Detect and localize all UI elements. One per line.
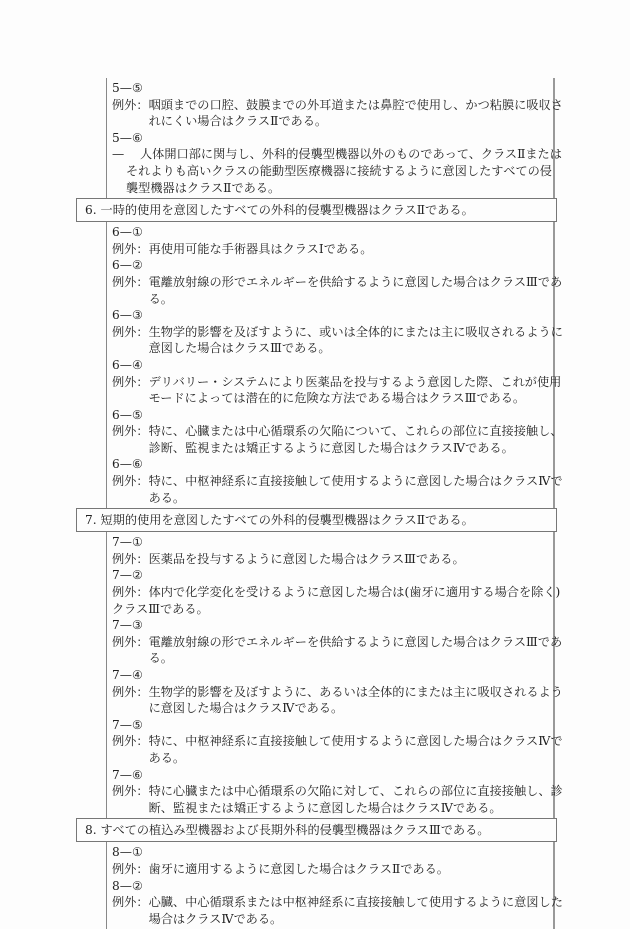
- exception-text-cont: 場合はクラスⅣである。: [148, 911, 283, 926]
- exception-label: 例外：: [112, 551, 149, 566]
- item-id: 6—⑤: [112, 407, 143, 422]
- exception-label: 例外：: [112, 734, 149, 749]
- item-id: 7—②: [112, 568, 143, 583]
- exception-item: [112, 584, 561, 601]
- exception-label: 例外：: [112, 861, 149, 876]
- item-id: 6—③: [112, 308, 143, 323]
- exception-text: 電離放射線の形でエネルギーを供給するように意図した場合はクラスⅢであ: [148, 634, 563, 649]
- section-7-heading: 7. 短期的使用を意図したすべての外科的侵襲型機器はクラスⅡである。: [76, 508, 557, 532]
- exception-text-cont: 断、監視または矯正するように意図した場合はクラスⅣである。: [148, 800, 502, 815]
- exception-text: 特に、心臓または中心循環系の欠陥について、これらの部位に直接接触し、: [148, 424, 563, 439]
- item-id: 7—⑤: [112, 717, 143, 732]
- document-page: [76, 78, 563, 929]
- rule-text-cont: 襲型機器はクラスⅡである。: [126, 180, 281, 195]
- exception-text: 電離放射線の形でエネルギーを供給するように意図した場合はクラスⅢであ: [148, 274, 563, 289]
- exception-label: 例外：: [112, 585, 149, 600]
- item-id: 6—②: [112, 258, 143, 273]
- exception-text-cont: ある。: [148, 490, 186, 505]
- exception-text: 生物学的影響を及ぼすように、あるいは全体的にまたは主に吸収されるよう: [148, 684, 563, 699]
- exception-text-cont: モードによっては潜在的に危険な方法である場合はクラスⅢである。: [148, 391, 526, 406]
- item-id: 6—①: [112, 225, 143, 240]
- item-id: 6—④: [112, 357, 143, 372]
- exception-text: 心臓、中心循環系または中枢神経系に直接接触して使用するように意図した: [148, 895, 563, 910]
- exception-item: [112, 894, 563, 927]
- item-id: 7—⑥: [112, 767, 143, 782]
- exception-item: [112, 241, 547, 258]
- exception-text-cont: 意図した場合はクラスⅢである。: [148, 341, 331, 356]
- exception-label: 例外：: [112, 324, 149, 339]
- exception-item: [112, 423, 563, 456]
- exception-item: [112, 473, 563, 506]
- exception-text: 医薬品を投与するように意図した場合はクラスⅢである。: [148, 551, 465, 566]
- exception-item: [112, 861, 547, 878]
- exception-text: デリバリー・システムにより医薬品を投与するよう意図した際、これが使用: [148, 374, 562, 389]
- exception-item: [112, 783, 563, 816]
- exception-item: [112, 684, 563, 717]
- exception-label: 例外：: [112, 424, 149, 439]
- item-id: 5—⑤: [112, 81, 143, 95]
- item-id: 6—⑥: [112, 457, 143, 472]
- item-id: 7—①: [112, 535, 143, 550]
- exception-label: 例外：: [112, 634, 149, 649]
- rule-item: [112, 146, 562, 163]
- exception-text-cont: ある。: [148, 750, 186, 765]
- exception-text: 咽頭までの口腔、鼓膜までの外耳道または鼻腔で使用し、かつ粘膜に吸収さ: [148, 97, 563, 112]
- section-8-exceptions: [106, 842, 563, 929]
- exception-item: [112, 324, 563, 357]
- exception-text: 特に心臓または中心循環系の欠陥に対して、これらの部位に直接接触し、診: [148, 784, 563, 799]
- exception-item: [112, 634, 563, 667]
- rule-text-cont: それよりも高いクラスの能動型医療機器に接続するように意図したすべての侵: [126, 163, 552, 178]
- item-id: 5—⑥: [112, 130, 143, 145]
- exception-label: 例外：: [112, 97, 149, 112]
- exception-item: [112, 374, 562, 407]
- exception-text: 特に、中枢神経系に直接接触して使用するように意図した場合はクラスⅣで: [148, 474, 563, 489]
- section-6-heading: 6. 一時的使用を意図したすべての外科的侵襲型機器はクラスⅡである。: [76, 198, 557, 222]
- section-5-exceptions: [106, 78, 563, 198]
- exception-label: 例外：: [112, 241, 149, 256]
- exception-item: [112, 733, 563, 766]
- item-id: 8—①: [112, 845, 143, 860]
- exception-label: 例外：: [112, 274, 149, 289]
- exception-text-cont: れにくい場合はクラスⅡである。: [148, 114, 328, 129]
- exception-text-cont: クラスⅢである。: [112, 601, 209, 616]
- section-8-heading: 8. すべての植込み型機器および長期外科的侵襲型機器はクラスⅢである。: [76, 818, 557, 842]
- item-id: 7—④: [112, 668, 143, 682]
- section-7-exceptions: [106, 532, 563, 818]
- exception-text-cont: 診断、監視または矯正するように意図した場合はクラスⅣである。: [148, 440, 514, 455]
- exception-label: 例外：: [112, 784, 149, 799]
- exception-label: 例外：: [112, 374, 149, 389]
- exception-text: 歯牙に適用するように意図した場合はクラスⅡである。: [148, 861, 449, 876]
- exception-label: 例外：: [112, 474, 149, 489]
- exception-item: [112, 274, 563, 307]
- section-6-exceptions: [106, 222, 563, 508]
- item-id: 7—③: [112, 618, 143, 633]
- exception-text: 体内で化学変化を受けるように意図した場合は(歯牙に適用する場合を除く): [148, 585, 561, 600]
- item-id: 8—②: [112, 878, 143, 893]
- exception-label: 例外：: [112, 895, 149, 910]
- exception-text-cont: る。: [148, 651, 173, 666]
- dash-marker: —: [112, 147, 125, 162]
- exception-text: 生物学的影響を及ぼすように、或いは全体的にまたは主に吸収されるように: [148, 324, 563, 339]
- exception-item: [112, 97, 563, 130]
- rule-text: 人体開口部に関与し、外科的侵襲型機器以外のものであって、クラスⅡまたは: [140, 147, 562, 162]
- exception-text: 特に、中枢神経系に直接接触して使用するように意図した場合はクラスⅣで: [148, 734, 563, 749]
- exception-text-cont: に意図した場合はクラスⅣである。: [148, 701, 344, 716]
- exception-text-cont: る。: [148, 291, 173, 306]
- exception-text: 再使用可能な手術器具はクラスⅠである。: [148, 241, 373, 256]
- exception-item: [112, 551, 547, 568]
- exception-label: 例外：: [112, 684, 149, 699]
